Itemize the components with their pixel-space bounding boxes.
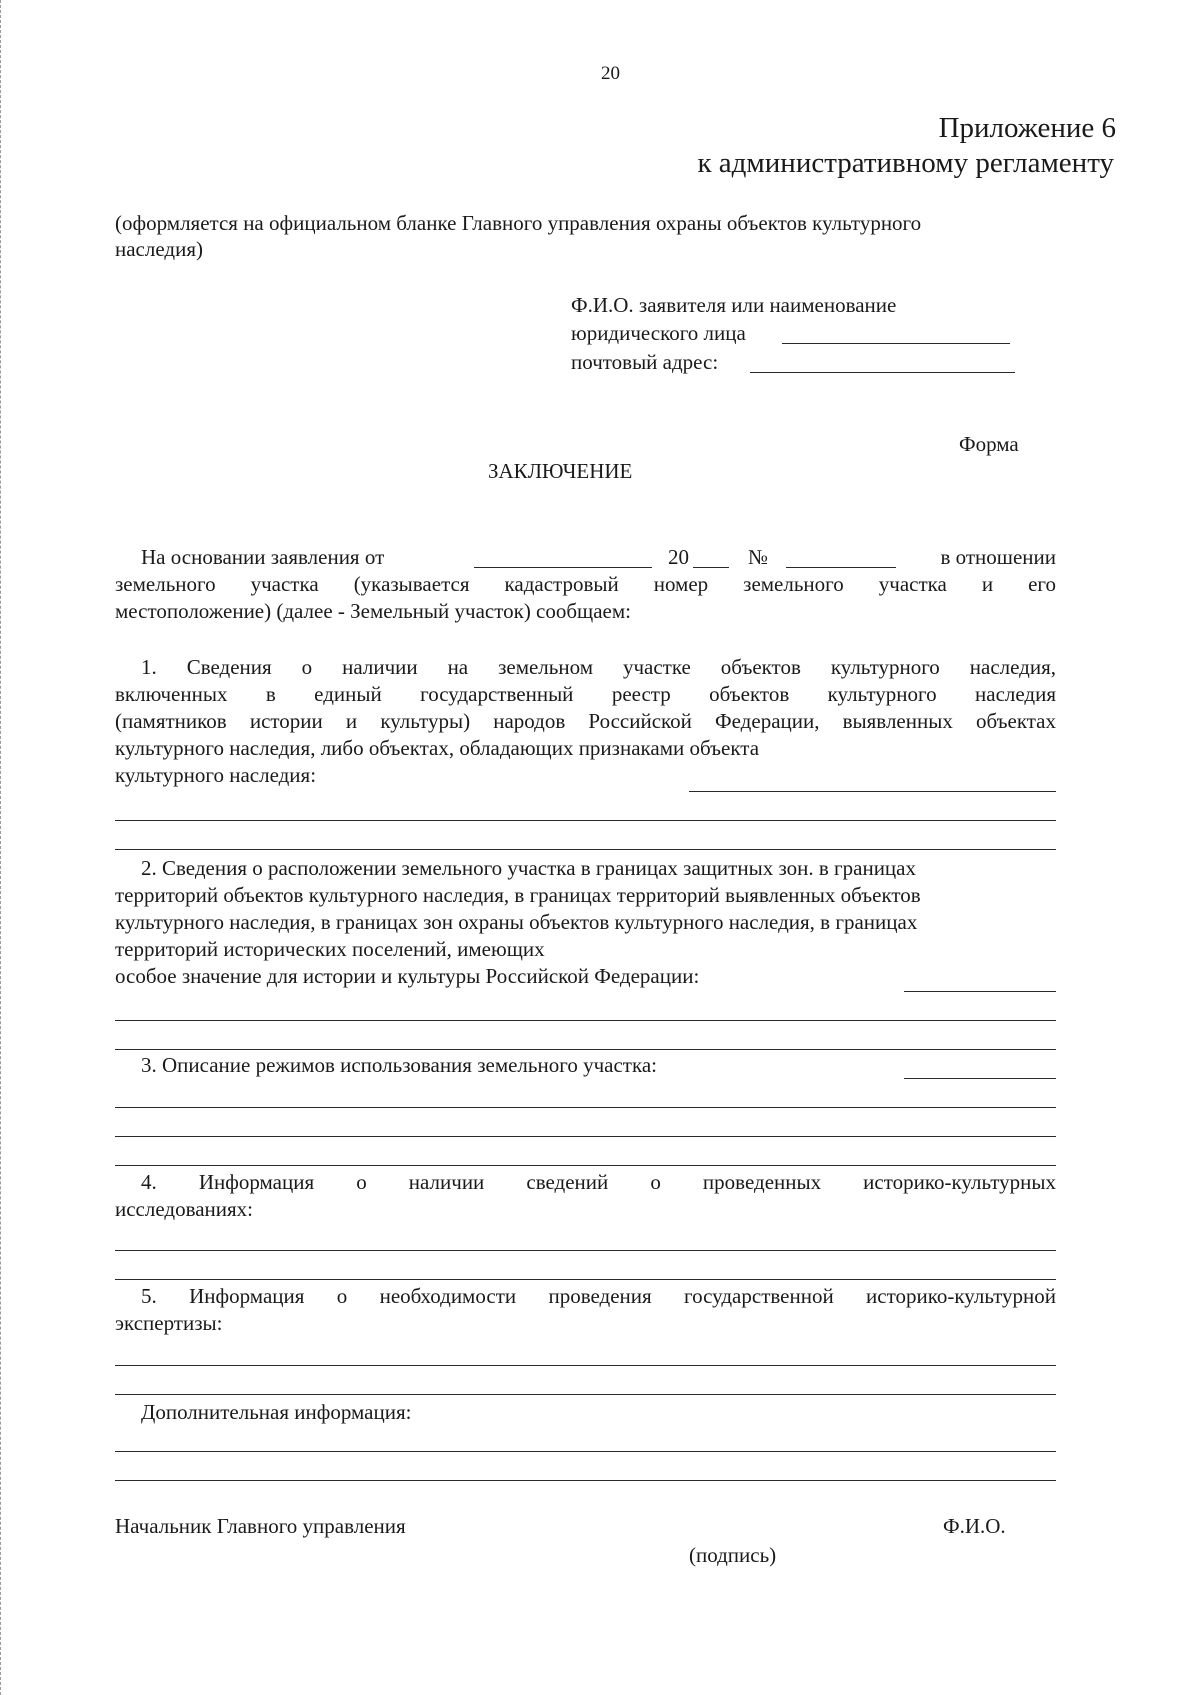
- additional-info-blank-2[interactable]: [115, 1480, 1056, 1481]
- number-sign: №: [748, 545, 769, 569]
- section2-line2: территорий объектов культурного наследия, в границах территорий выявленных объектов: [115, 883, 921, 907]
- section2-line4: территорий исторических поселений, имеющих: [115, 937, 545, 961]
- addressee-legal-label: юридического лица: [571, 321, 746, 345]
- section2-answer-blank-3[interactable]: [115, 1049, 1056, 1050]
- section2-answer-blank-2[interactable]: [115, 1020, 1056, 1021]
- intro-line3: местоположение) (далее - Земельный участок) сообщаем:: [115, 599, 631, 623]
- section5-answer-blank-2[interactable]: [115, 1394, 1056, 1395]
- blank-note-line1: (оформляется на официальном бланке Главного управления охраны объектов культурного: [115, 211, 922, 235]
- section3-answer-blank-4[interactable]: [115, 1165, 1056, 1166]
- section1-line1: 1. Сведения о наличии на земельном участке объектов культурного наследия,: [141, 655, 1056, 679]
- section2-line1: 2. Сведения о расположении земельного участка в границах защитных зон. в границах: [141, 856, 916, 880]
- year-blank[interactable]: [693, 567, 729, 568]
- section2-answer-blank-1[interactable]: [904, 991, 1056, 992]
- signature-label: (подпись): [689, 1543, 777, 1567]
- section2-line3: культурного наследия, в границах зон охраны объектов культурного наследия, в границах: [115, 910, 918, 934]
- section1-line4: культурного наследия, либо объектах, обладающих признаками объекта: [115, 736, 760, 760]
- year-prefix: 20: [668, 545, 689, 569]
- additional-info-blank-1[interactable]: [115, 1451, 1056, 1452]
- section2-line5: особое значение для истории и культуры Российской Федерации:: [115, 964, 700, 988]
- signatory-position: Начальник Главного управления: [115, 1514, 406, 1538]
- appendix-reference: к административному регламенту: [697, 147, 1114, 179]
- section4-answer-blank-2[interactable]: [115, 1279, 1056, 1280]
- addressee-address-label: почтовый адрес:: [571, 350, 719, 374]
- section3-answer-blank-3[interactable]: [115, 1136, 1056, 1137]
- section1-line5: культурного наследия:: [115, 763, 317, 787]
- section1-line3: (памятников истории и культуры) народов Российской Федерации, выявленных объектах: [115, 709, 1056, 733]
- document-title: ЗАКЛЮЧЕНИЕ: [488, 459, 633, 483]
- application-date-blank[interactable]: [474, 567, 652, 568]
- application-number-blank[interactable]: [786, 567, 896, 568]
- addressee-name-label: Ф.И.О. заявителя или наименование: [571, 293, 897, 317]
- postal-address-blank[interactable]: [750, 372, 1015, 373]
- legal-entity-blank[interactable]: [782, 343, 1010, 344]
- form-label: Форма: [959, 432, 1019, 456]
- section5-answer-blank-1[interactable]: [115, 1365, 1056, 1366]
- section1-line2: включенных в единый государственный реестр объектов культурного наследия: [115, 682, 1056, 706]
- section3-answer-blank-1[interactable]: [904, 1078, 1056, 1079]
- additional-info-label: Дополнительная информация:: [141, 1400, 412, 1424]
- section5-line2: экспертизы:: [115, 1311, 223, 1335]
- section3-answer-blank-2[interactable]: [115, 1107, 1056, 1108]
- section5-line1: 5. Информация о необходимости проведения государственной историко-культурной: [141, 1284, 1056, 1308]
- section4-line1: 4. Информация о наличии сведений о проведенных историко-культурных: [141, 1170, 1056, 1194]
- section1-answer-blank-2[interactable]: [115, 820, 1056, 821]
- appendix-number: Приложение 6: [938, 112, 1116, 144]
- scan-edge: [0, 0, 4, 1695]
- blank-note-line2: наследия): [115, 237, 203, 261]
- page-number: 20: [601, 63, 620, 84]
- section4-answer-blank-1[interactable]: [115, 1250, 1056, 1251]
- section3-line1: 3. Описание режимов использования земельного участка:: [141, 1053, 657, 1077]
- intro-text-relation: в отношении: [940, 545, 1056, 569]
- intro-text-start: На основании заявления от: [141, 545, 385, 569]
- section4-line2: исследованиях:: [115, 1197, 254, 1221]
- section1-answer-blank-3[interactable]: [115, 849, 1056, 850]
- intro-line2: земельного участка (указывается кадастровый номер земельного участка и его: [115, 572, 1056, 596]
- signatory-name-label: Ф.И.О.: [943, 1514, 1006, 1538]
- section1-answer-blank-1[interactable]: [689, 791, 1056, 792]
